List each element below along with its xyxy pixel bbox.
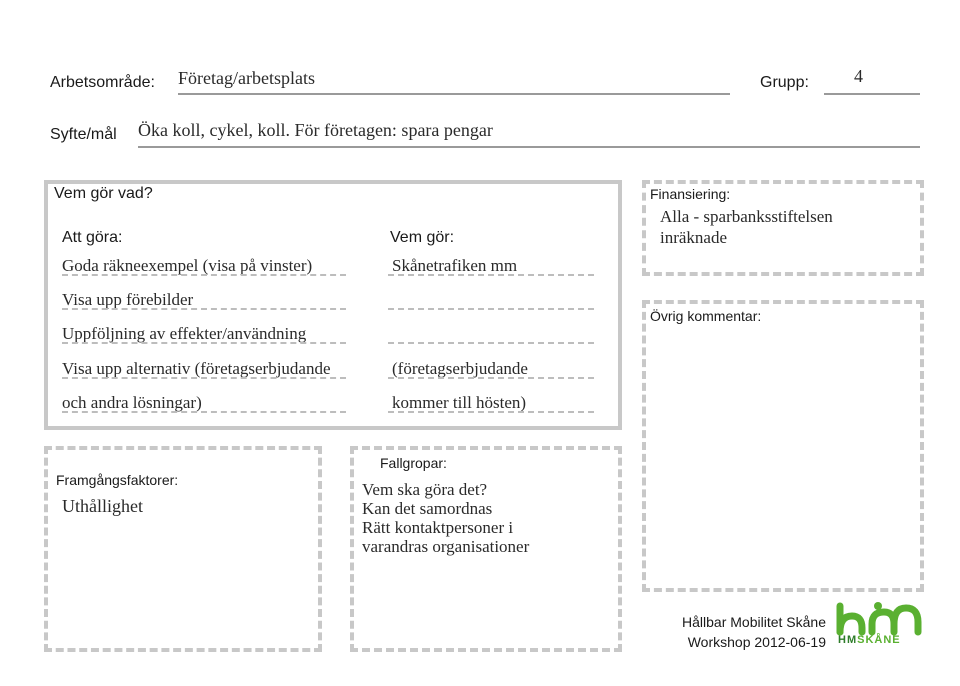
who-label: Vem gör: <box>390 229 455 246</box>
financing-text <box>660 206 833 248</box>
todo-row-5: och andra lösningar) <box>62 393 202 412</box>
area-label: Arbetsområde: <box>50 74 155 91</box>
pitfalls-text <box>362 480 529 556</box>
goal-label: Syfte/mål <box>50 126 117 143</box>
who-row-5: kommer till hösten) <box>392 393 527 412</box>
group-underline <box>824 93 920 95</box>
logo-text-left: HM <box>838 634 858 646</box>
group-label: Grupp: <box>760 74 809 91</box>
who-line-1 <box>388 274 594 276</box>
who-line-4 <box>388 377 594 379</box>
who-line-3 <box>388 342 594 344</box>
todo-line-3 <box>62 342 346 344</box>
comment-box <box>642 300 924 592</box>
comment-label: Övrig kommentar: <box>650 308 762 324</box>
todo-line-5 <box>62 411 346 413</box>
todo-label: Att göra: <box>62 229 123 246</box>
who-row-1: Skånetrafiken mm <box>392 256 518 275</box>
logo-text-right: SKÅNE <box>857 634 901 646</box>
todo-line-4 <box>62 377 346 379</box>
hm-skane-logo <box>834 598 928 650</box>
footer-title: Hållbar Mobilitet Skåne <box>682 614 826 630</box>
goal-underline <box>138 146 920 148</box>
success-value: Uthållighet <box>62 496 143 516</box>
success-label: Framgångsfaktorer: <box>56 472 179 488</box>
financing-label: Finansiering: <box>650 186 731 202</box>
footer-date: Workshop 2012-06-19 <box>687 634 826 650</box>
financing-line-1: Alla - sparbanksstiftelsen <box>660 207 833 226</box>
todo-line-2 <box>62 308 346 310</box>
area-underline <box>178 93 730 95</box>
goal-value: Öka koll, cykel, koll. För företagen: spara pengar <box>138 120 493 140</box>
who-line-2 <box>388 308 594 310</box>
pitfalls-line-4: varandras organisationer <box>362 537 530 556</box>
who-row-4: (företagserbjudande <box>392 359 528 378</box>
area-value: Företag/arbetsplats <box>178 68 315 88</box>
group-value: 4 <box>854 66 863 86</box>
todo-row-1: Goda räkneexempel (visa på vinster) <box>62 256 313 275</box>
pitfalls-label: Fallgropar: <box>380 455 447 471</box>
todo-row-2: Visa upp förebilder <box>62 290 194 309</box>
todo-row-3: Uppföljning av effekter/användning <box>62 324 307 343</box>
pitfalls-line-2: Kan det samordnas <box>362 499 493 518</box>
who-line-5 <box>388 411 594 413</box>
logo-text <box>838 634 901 646</box>
todo-line-1 <box>62 274 346 276</box>
financing-line-2: inräknade <box>660 228 728 247</box>
who-what-title: Vem gör vad? <box>54 185 153 202</box>
todo-row-4: Visa upp alternativ (företagserbjudande <box>62 359 331 378</box>
pitfalls-line-1: Vem ska göra det? <box>362 480 488 499</box>
pitfalls-line-3: Rätt kontaktpersoner i <box>362 518 514 537</box>
